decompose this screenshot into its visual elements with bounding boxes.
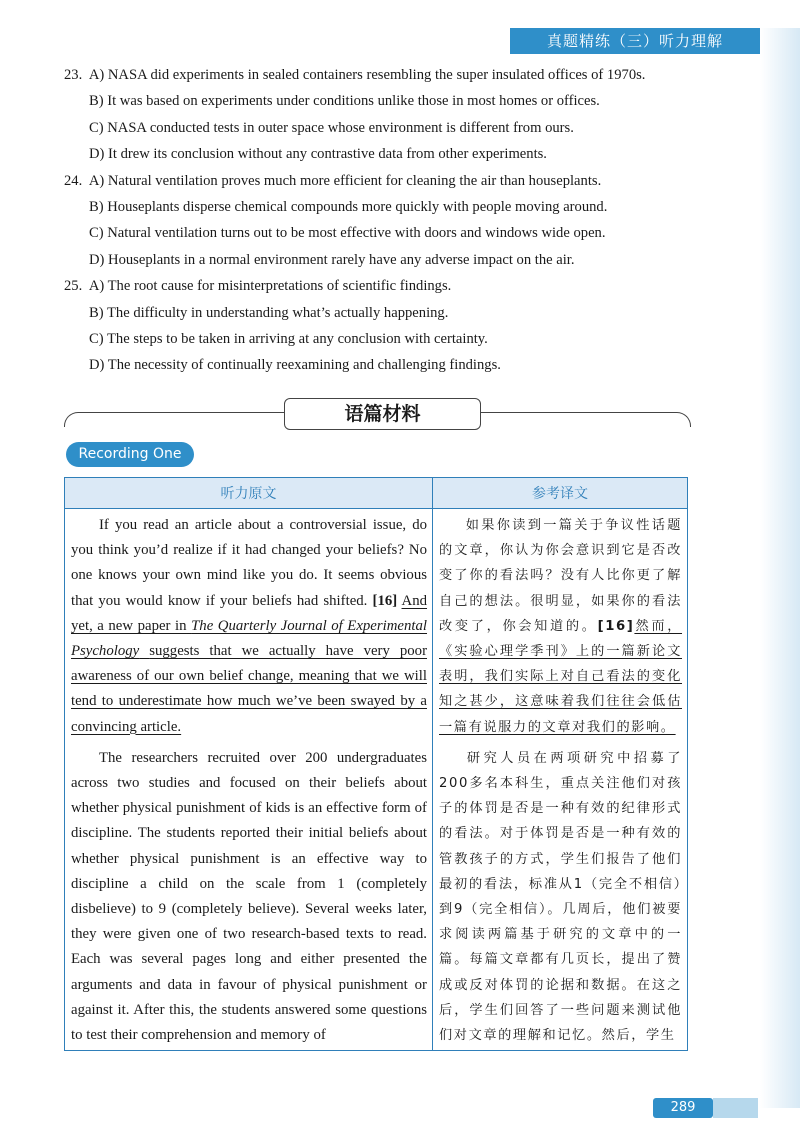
translation-paragraph-1 [433, 509, 687, 742]
question-tag: [16] [372, 592, 398, 609]
page-number: 289 [653, 1098, 713, 1118]
key-sentence: 然而，《实验心理学季刊》上的一篇新论文表明，我们实际上对自己看法的变化知之甚少，这意味着我们往往会低估一篇有说服力的文章对我们的影响。 [439, 618, 683, 735]
question-23-c: C) NASA conducted tests in outer space whose environment is different from ours. [89, 119, 574, 136]
question-25-a [64, 273, 704, 299]
journal-title: The Quarterly Journal of Experimental Psychology [71, 617, 428, 660]
question-23-a [64, 62, 704, 88]
question-tag: [16] [597, 618, 635, 634]
page-edge-band [760, 28, 800, 1108]
key-sentence [71, 593, 427, 735]
chapter-header: 真题精练（三）听力理解 [510, 28, 760, 54]
original-paragraph-2 [65, 742, 432, 1050]
question-24-c: C) Natural ventilation turns out to be most effective with doors and windows wide open. [89, 225, 606, 242]
question-24-b: B) Houseplants disperse chemical compounds more quickly with people moving around. [89, 198, 608, 215]
column-header-original: 听力原文 [65, 478, 433, 509]
transcript-table [64, 477, 688, 1051]
translation-text: 研究人员在两项研究中招募了200多名本科生，重点关注他们对孩子的体罚是否是一种有效的纪律形式的看法。对于体罚是否是一种有效的管教孩子的方式，学生们报告了他们最初的看法，标准从1（完全不相信）到9（完全相信）。几周后，他们被要求阅读两篇基于研究的文章中的一篇。每篇文章都有几页长，提出了赞成或反对体罚的论据和数据。在这之后，学生们回答了一些问题来测试他们对文章的理解和记忆。然后，学生 [439, 750, 682, 1044]
section-title: 语篇材料 [284, 398, 481, 430]
option-text: A) The root cause for misinterpretations of scientific findings. [88, 278, 452, 295]
question-number: 23. [64, 67, 83, 83]
original-text: The researchers recruited over 200 undergraduates across two studies and focused on their beliefs about whether physical punishment of kids is an effective form of discipline. The students reported their initial beliefs about whether physical punishment is an effective way to discipline a child on the scale from 1 (completely disbelieve) to 9 (completely believe). Several weeks later, they were given one of two research-based texts to read. Each was several pages long and either presented the arguments and data in favour of physical punishment or against it. After this, the students answered some questions to test their comprehension and memory of [71, 749, 427, 1044]
option-text: A) NASA did experiments in sealed containers resembling the super insulated offices of 1970s. [88, 67, 646, 83]
column-header-translation: 参考译文 [433, 478, 688, 509]
translation-paragraph-2 [433, 742, 687, 1050]
question-24-d: D) Houseplants in a normal environment rarely have any adverse impact on the air. [89, 251, 575, 268]
key-sentence-text: And yet, a new paper in [71, 592, 428, 634]
translation-text: 如果你读到一篇关于争议性话题的文章，你认为你会意识到它是否改变了你的看法吗？没有人比你更了解自己的想法。很明显，如果你的看法改变了，你会知道的。 [439, 518, 682, 634]
question-number: 24. [64, 172, 83, 189]
original-text-cell [65, 509, 433, 1051]
page-number-tab [713, 1098, 758, 1118]
question-25-c: C) The steps to be taken in arriving at any conclusion with certainty. [89, 330, 488, 347]
question-25-b: B) The difficulty in understanding what’s actually happening. [89, 304, 449, 321]
original-paragraph-1 [65, 509, 432, 742]
original-text: If you read an article about a controversial issue, do you think you’d realize if it had changed your beliefs? No one knows your own mind like you do. It seems obvious that you would know if your beliefs had shifted. [71, 517, 427, 609]
recording-badge: Recording One [66, 442, 194, 467]
section-header [64, 398, 689, 430]
key-sentence-text: suggests that we actually have very poor awareness of our own belief change, meaning that we will tend to underestimate how much we’ve been swayed by a convincing article. [71, 643, 428, 735]
question-25-d: D) The necessity of continually reexamining and challenging findings. [89, 357, 501, 374]
question-23-d: D) It drew its conclusion without any contrastive data from other experiments. [89, 146, 547, 163]
question-number: 25. [64, 278, 83, 295]
question-24-a [64, 168, 704, 194]
option-text: A) Natural ventilation proves much more efficient for cleaning the air than houseplants. [88, 172, 602, 189]
question-23-b: B) It was based on experiments under conditions unlike those in most homes or offices. [89, 93, 600, 110]
translation-text-cell [433, 509, 688, 1051]
question-list [64, 62, 704, 379]
